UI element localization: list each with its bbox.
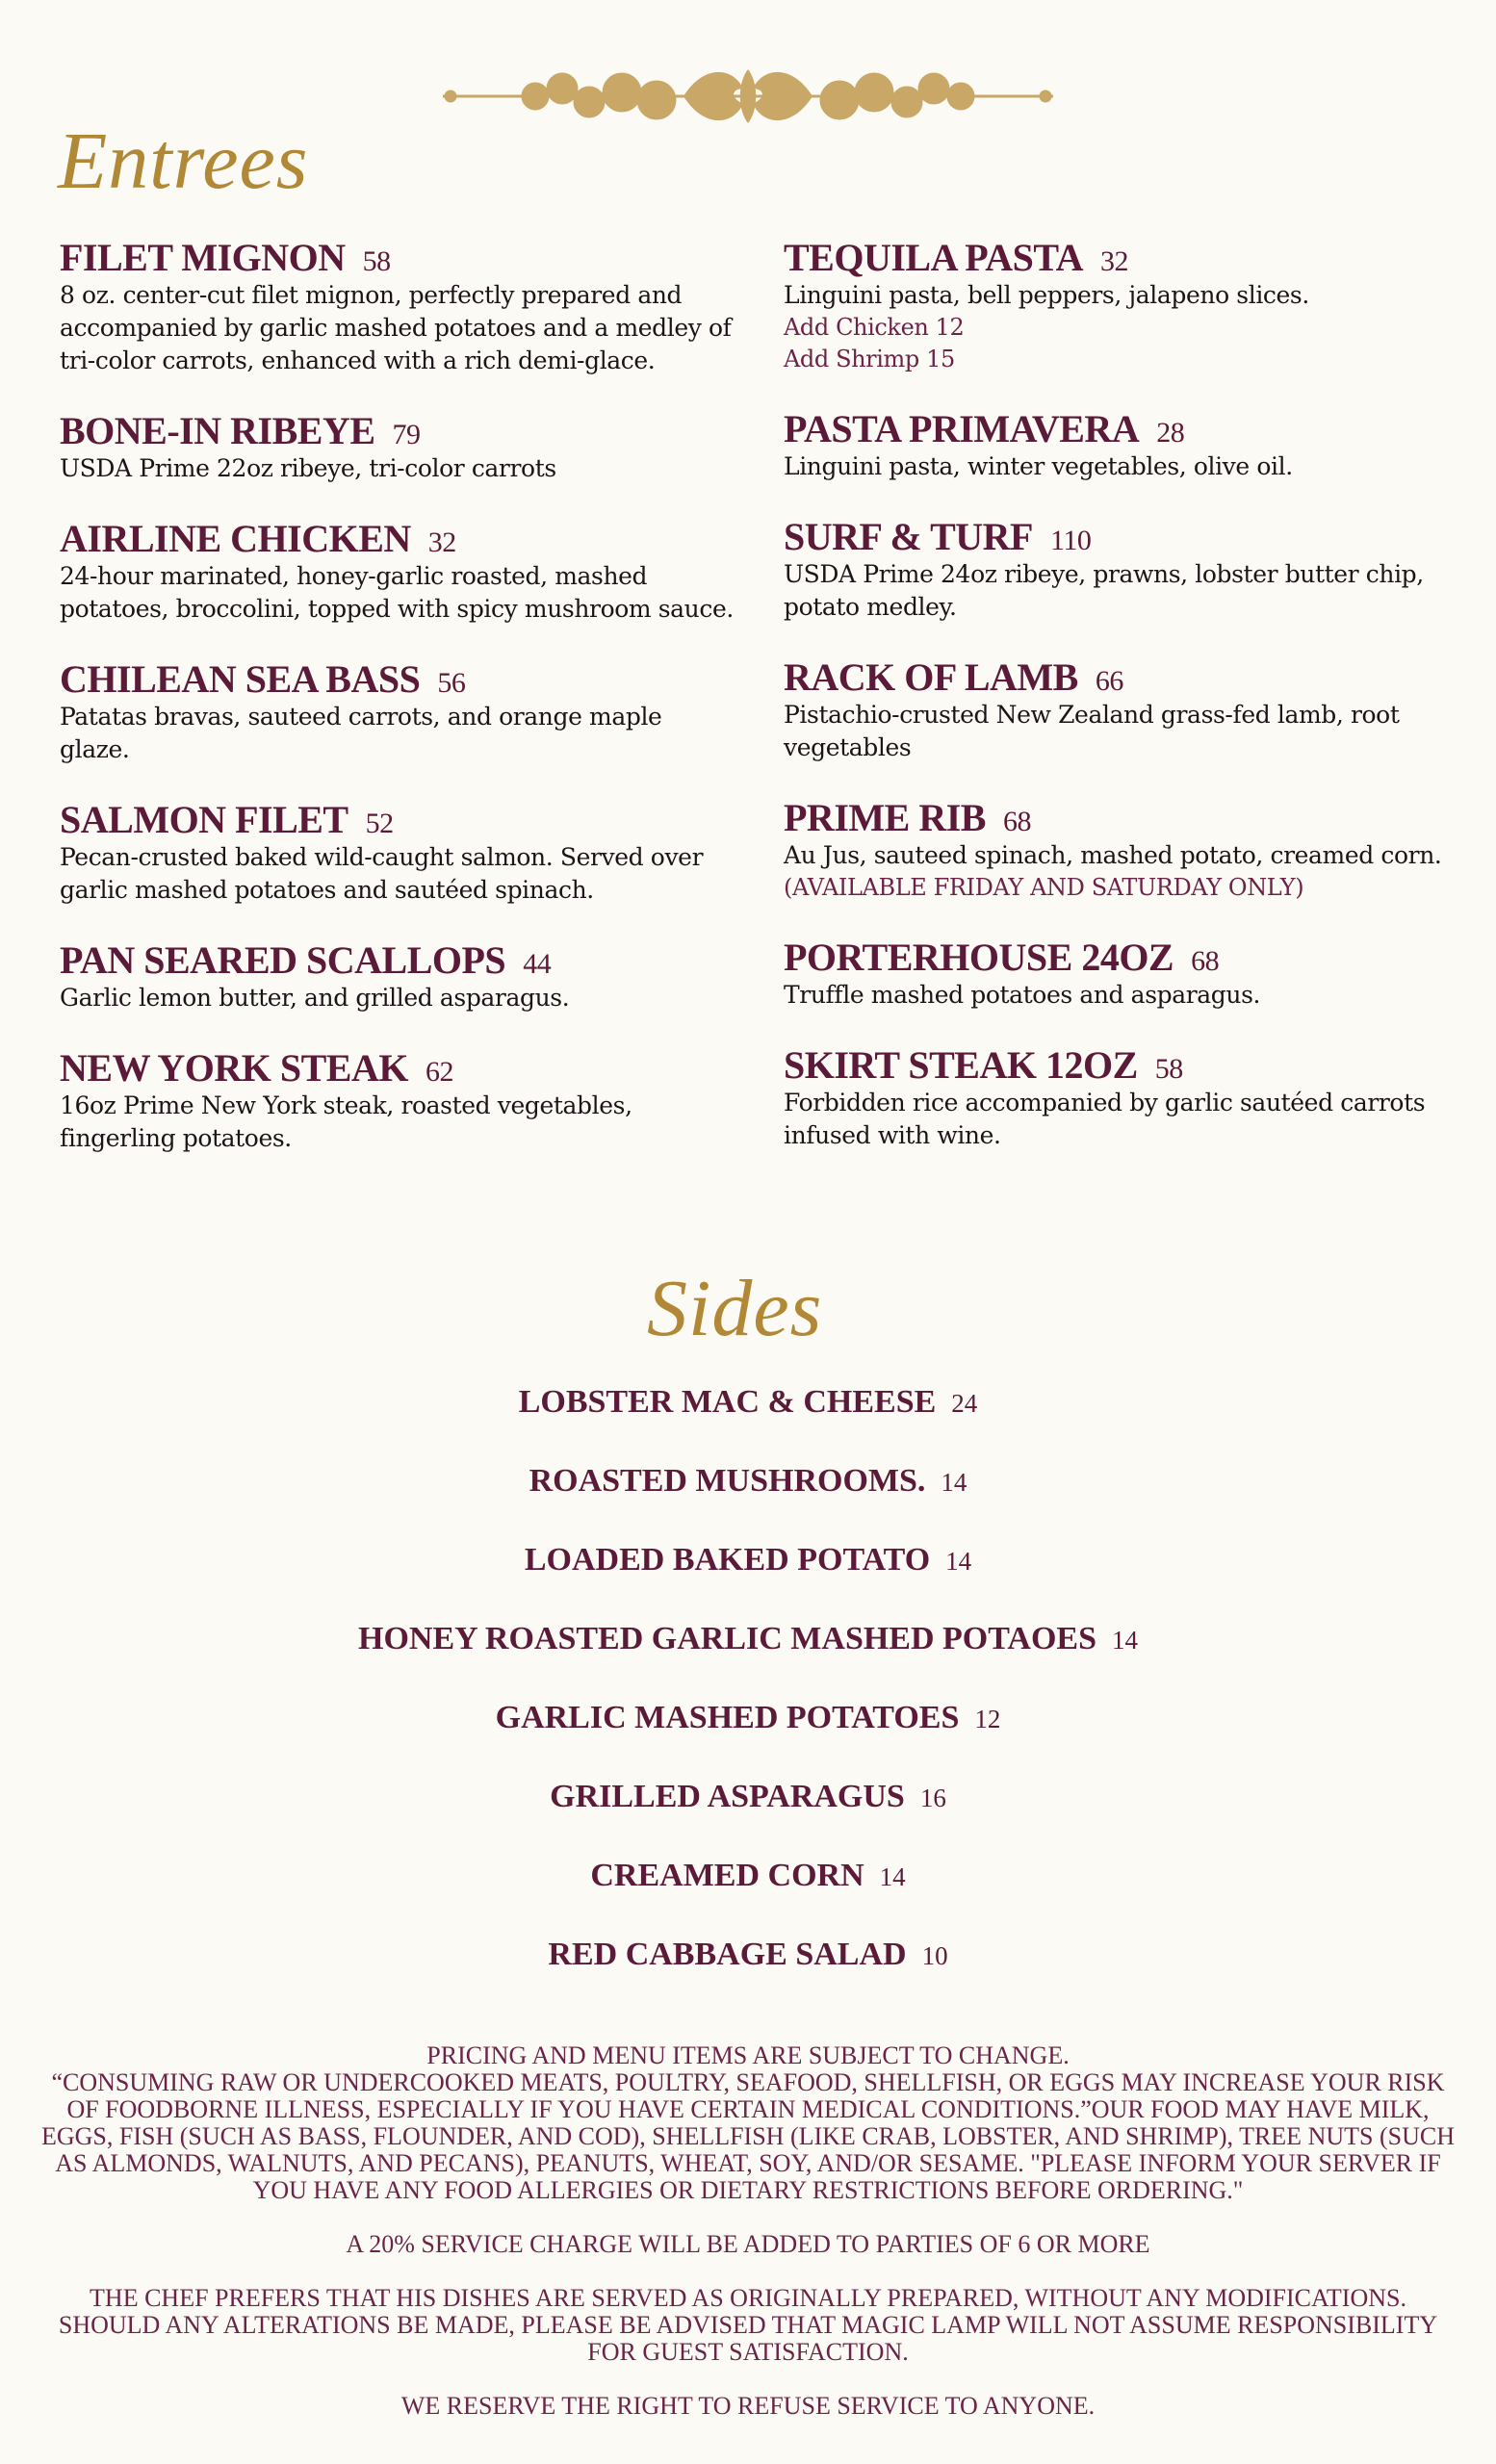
menu-item-price: 66 bbox=[1095, 665, 1123, 697]
side-item-name: HONEY ROASTED GARLIC MASHED POTAOES bbox=[358, 1621, 1096, 1656]
menu-item bbox=[60, 799, 734, 907]
side-item-price: 14 bbox=[941, 1468, 967, 1497]
side-item bbox=[0, 1937, 1496, 2015]
menu-item-name: FILET MIGNON bbox=[60, 236, 346, 279]
menu-item-name: SKIRT STEAK 12OZ bbox=[784, 1043, 1138, 1087]
menu-item-price: 110 bbox=[1049, 525, 1092, 556]
side-item-name: RED CABBAGE SALAD bbox=[548, 1937, 907, 1972]
refuse-service-notice: WE RESERVE THE RIGHT TO REFUSE SERVICE TO ANYONE. bbox=[400, 2392, 1096, 2420]
menu-item-price: 68 bbox=[1002, 806, 1031, 837]
menu-item-name: AIRLINE CHICKEN bbox=[60, 517, 411, 560]
menu-item-title bbox=[784, 1044, 1457, 1087]
menu-item-title bbox=[60, 1047, 734, 1090]
menu-item-title bbox=[784, 516, 1457, 558]
menu-item-name: BONE-IN RIBEYE bbox=[60, 409, 375, 452]
menu-item-description: Truffle mashed potatoes and asparagus. bbox=[784, 981, 1261, 1009]
menu-item-description: 16oz Prime New York steak, roasted vegetables, fingerling potatoes. bbox=[60, 1091, 632, 1152]
menu-item-name: NEW YORK STEAK bbox=[60, 1046, 408, 1090]
side-item bbox=[0, 1700, 1496, 1779]
side-item bbox=[0, 1621, 1496, 1700]
side-item-name: ROASTED MUSHROOMS. bbox=[529, 1463, 926, 1499]
menu-item-name: CHILEAN SEA BASS bbox=[60, 657, 421, 701]
menu-item-price: 62 bbox=[425, 1056, 453, 1088]
menu-item bbox=[784, 797, 1457, 904]
menu-item-description: USDA Prime 24oz ribeye, prawns, lobster butter chip, potato medley. bbox=[784, 560, 1424, 621]
menu-item-description: USDA Prime 22oz ribeye, tri-color carrots bbox=[60, 454, 556, 482]
menu-item-title bbox=[784, 656, 1457, 699]
menu-item-price: 52 bbox=[365, 808, 394, 839]
menu-item-description: Au Jus, sauteed spinach, mashed potato, creamed corn. bbox=[784, 841, 1442, 869]
menu-item-name: SALMON FILET bbox=[60, 798, 348, 841]
service-charge-notice: A 20% SERVICE CHARGE WILL BE ADDED TO PARTIES OF 6 OR MORE bbox=[346, 2230, 1150, 2258]
menu-item-description: Linguini pasta, winter vegetables, olive oil. bbox=[784, 452, 1293, 480]
entrees-heading: Entrees bbox=[58, 116, 309, 206]
menu-item-name: PRIME RIB bbox=[784, 796, 986, 839]
menu-item-title bbox=[60, 237, 734, 279]
side-item-name: GARLIC MASHED POTATOES bbox=[495, 1700, 960, 1735]
side-item-price: 12 bbox=[974, 1705, 1001, 1733]
menu-item-description: 8 oz. center-cut filet mignon, perfectly prepared and accompanied by garlic mashed potatoes and a medley of tri-color carrots, enhanced with a rich demi-glace. bbox=[60, 281, 732, 374]
menu-item-name: PASTA PRIMAVERA bbox=[784, 407, 1140, 450]
menu-item bbox=[784, 516, 1457, 624]
chef-note: THE CHEF PREFERS THAT HIS DISHES ARE SERVED AS ORIGINALLY PREPARED, WITHOUT ANY MODIFICATIONS. SHOULD ANY ALTERATIONS BE MADE, PLEASE BE ADVISED THAT MAGIC LAMP WILL NOT ASSUME RESPONSIBILITY FOR GUEST SATISFACTION. bbox=[58, 2284, 1438, 2366]
side-item-price: 14 bbox=[1112, 1626, 1138, 1655]
side-item-name: GRILLED ASPARAGUS bbox=[550, 1779, 905, 1814]
menu-item-title bbox=[60, 518, 734, 560]
entrees-left-column bbox=[60, 237, 734, 1188]
food-safety-warning: “CONSUMING RAW OR UNDERCOOKED MEATS, POULTRY, SEAFOOD, SHELLFISH, OR EGGS MAY INCREASE YOUR RISK OF FOODBORNE ILLNESS, ESPECIALLY IF YOU HAVE CERTAIN MEDICAL CONDITIONS.”OUR FOOD MAY HAVE MILK, EGGS, FISH (SUCH AS BASS, FLOUNDER, AND COD), SHELLFISH (LIKE CRAB, LOBSTER, AND SHRIMP), TREE NUTS (SUCH AS ALMONDS, WALNUTS, AND PECANS), PEANUTS, WHEAT, SOY, AND/OR SESAME. "PLEASE INFORM YOUR SERVER IF YOU HAVE ANY FOOD ALLERGIES OR DIETARY RESTRICTIONS BEFORE ORDERING." bbox=[41, 2068, 1455, 2204]
menu-item-description: Linguini pasta, bell peppers, jalapeno slices. bbox=[784, 281, 1309, 309]
menu-item-title bbox=[60, 410, 734, 452]
pricing-notice: PRICING AND MENU ITEMS ARE SUBJECT TO CHANGE. bbox=[426, 2041, 1070, 2069]
side-item bbox=[0, 1779, 1496, 1858]
menu-item-name: RACK OF LAMB bbox=[784, 655, 1078, 699]
menu-item bbox=[784, 408, 1457, 483]
menu-item-extra: Add Chicken 12 bbox=[784, 314, 965, 341]
menu-item bbox=[60, 658, 734, 766]
menu-item bbox=[60, 237, 734, 377]
entrees-right-column bbox=[784, 237, 1457, 1185]
menu-item-description: Patatas bravas, sauteed carrots, and orange maple glaze. bbox=[60, 703, 662, 763]
side-item bbox=[0, 1384, 1496, 1463]
menu-item-name: SURF & TURF bbox=[784, 515, 1033, 558]
menu-item-title bbox=[784, 797, 1457, 839]
menu-item-description: Pistachio-crusted New Zealand grass-fed lamb, root vegetables bbox=[784, 701, 1400, 761]
menu-item-description: Garlic lemon butter, and grilled asparagus. bbox=[60, 984, 570, 1012]
menu-item-price: 79 bbox=[392, 419, 421, 450]
menu-item-description: 24-hour marinated, honey-garlic roasted, mashed potatoes, broccolini, topped with spicy mushroom sauce. bbox=[60, 562, 734, 623]
menu-item-title bbox=[60, 799, 734, 841]
menu-item-name: TEQUILA PASTA bbox=[784, 236, 1083, 279]
menu-item bbox=[784, 1044, 1457, 1152]
side-item-price: 24 bbox=[951, 1389, 978, 1418]
menu-item bbox=[784, 237, 1457, 375]
menu-item bbox=[784, 656, 1457, 764]
menu-item-extra: Add Shrimp 15 bbox=[784, 346, 955, 372]
side-item-price: 16 bbox=[919, 1784, 946, 1812]
menu-item-title bbox=[60, 939, 734, 982]
menu-item-price: 32 bbox=[427, 526, 456, 558]
side-item-name: LOADED BAKED POTATO bbox=[524, 1542, 931, 1578]
menu-item-title bbox=[784, 408, 1457, 450]
footer-notice bbox=[39, 2042, 1457, 2447]
menu-item-price: 28 bbox=[1156, 417, 1185, 449]
side-item bbox=[0, 1463, 1496, 1542]
menu-item bbox=[60, 1047, 734, 1155]
menu-item bbox=[60, 410, 734, 485]
menu-item-price: 58 bbox=[1154, 1053, 1183, 1085]
menu-item-title bbox=[784, 237, 1457, 279]
menu-item-extra: (AVAILABLE FRIDAY AND SATURDAY ONLY) bbox=[784, 874, 1304, 901]
side-item-price: 14 bbox=[879, 1862, 906, 1891]
menu-item-name: PAN SEARED SCALLOPS bbox=[60, 938, 506, 982]
menu-item-price: 44 bbox=[523, 948, 552, 980]
side-item-price: 14 bbox=[945, 1547, 972, 1576]
flourish-ornament-icon bbox=[443, 60, 1053, 133]
side-item bbox=[0, 1858, 1496, 1937]
menu-item-name: PORTERHOUSE 24OZ bbox=[784, 936, 1174, 979]
sides-heading: Sides bbox=[647, 1264, 823, 1353]
menu-item-description: Pecan-crusted baked wild-caught salmon. Served over garlic mashed potatoes and sautéed spinach. bbox=[60, 843, 704, 904]
menu-item-description: Forbidden rice accompanied by garlic sautéed carrots infused with wine. bbox=[784, 1089, 1426, 1149]
menu-item-price: 68 bbox=[1191, 945, 1220, 977]
side-item-name: LOBSTER MAC & CHEESE bbox=[518, 1384, 937, 1420]
side-item-name: CREAMED CORN bbox=[590, 1858, 864, 1893]
side-item-price: 10 bbox=[921, 1941, 948, 1970]
menu-item-price: 32 bbox=[1099, 245, 1128, 277]
side-item bbox=[0, 1542, 1496, 1621]
menu-item bbox=[784, 937, 1457, 1012]
menu-item-price: 56 bbox=[437, 667, 466, 699]
menu-item bbox=[60, 518, 734, 626]
menu-item bbox=[60, 939, 734, 1014]
menu-item-title bbox=[784, 937, 1457, 979]
sides-list bbox=[0, 1384, 1496, 2015]
menu-item-title bbox=[60, 658, 734, 701]
menu-item-price: 58 bbox=[362, 245, 391, 277]
